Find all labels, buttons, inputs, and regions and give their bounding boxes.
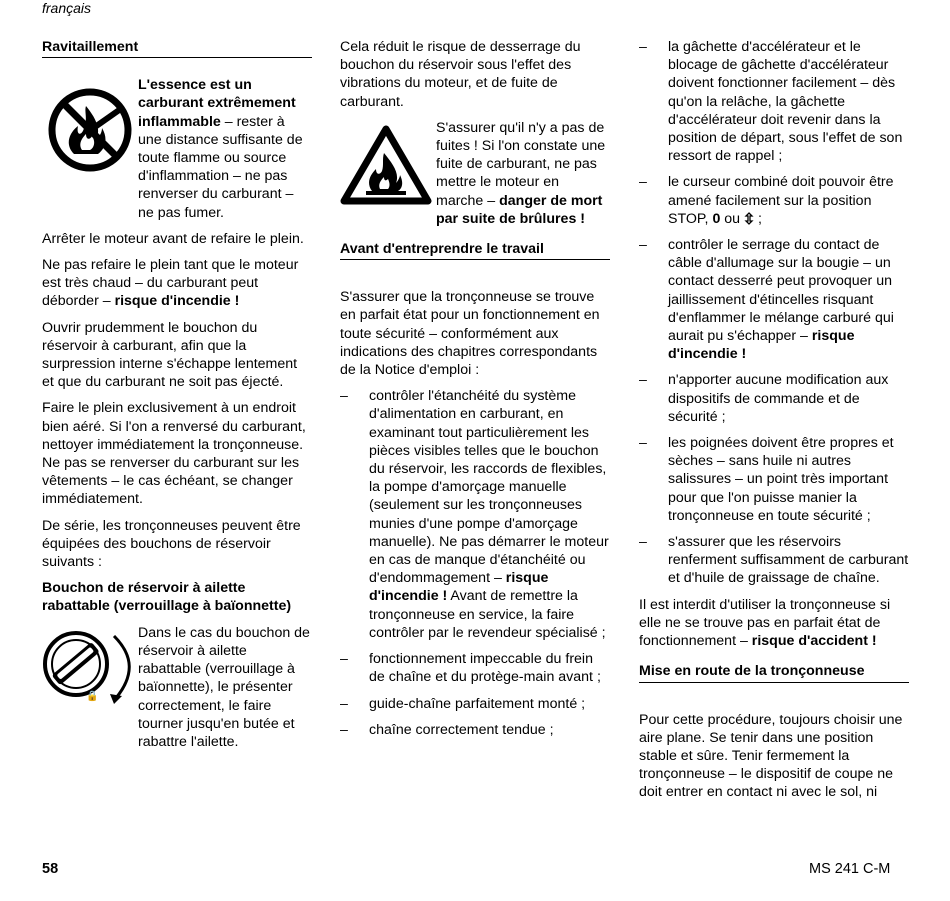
list-dash: – xyxy=(639,237,647,254)
page-number: 58 xyxy=(42,861,59,877)
leak-warning-body: S'assurer qu'il n'y a pas de fuites ! Si l'on constate une fuite de carburant, ne pas mettre le moteur en marche – xyxy=(436,119,606,209)
li-lever-or: ou xyxy=(720,210,744,227)
burn-danger-bold: danger de mort par suite de brûlures ! xyxy=(436,192,603,227)
section-title-before-work: Avant d'entreprendre le travail xyxy=(340,240,610,260)
para-check-condition: S'assurer que la tronçonneuse se trouve en parfait état pour un fonctionnement en toute sécurité – conformément aux indications des chapitres correspondants de la Notice d'emploi : xyxy=(340,289,600,379)
list-item-text: la gâchette d'accélérateur et le blocage de gâchette d'accélérateur doivent fonctionner facilement – dès qu'on la relâche, la gâchette d'accélérateur doit revenir dans la position de départ, sous l'effet de son ressort de rappel ; xyxy=(668,39,903,165)
list-item xyxy=(639,236,909,363)
section-title-refuel: Ravitaillement xyxy=(42,38,312,58)
list-item-text xyxy=(369,387,610,642)
para-cap-types: De série, les tronçonneuses peuvent être équipées des bouchons de réservoir suivants : xyxy=(42,517,301,571)
li-lever-text: le curseur combiné doit pouvoir être amené facilement sur la position xyxy=(668,174,894,209)
list-dash: – xyxy=(639,372,647,389)
lock-icon: 🔒 xyxy=(86,690,99,702)
list-item xyxy=(639,173,909,228)
para-forbidden-text: Il est interdit d'utiliser la tronçonneuse si elle ne se trouve pas en parfait état de fonctionnement – xyxy=(639,596,891,650)
accident-risk-bold: risque d'accident ! xyxy=(751,633,877,650)
list-item-text xyxy=(668,236,909,363)
tank-cap-icon xyxy=(42,624,134,708)
list-item-text: n'apporter aucune modification aux dispositifs de commande et de sécurité ; xyxy=(668,372,889,425)
li-spark-text: contrôler le serrage du contact de câble d'allumage sur la bougie – un contact desserré peut provoquer un jaillissement d'étincelles risquant d'enflammer le mélange carburé qui aurait pu s'échapper – xyxy=(668,237,894,345)
li-lever-sep: , xyxy=(704,210,713,227)
list-item xyxy=(639,434,909,525)
para-forbidden xyxy=(639,596,909,651)
list-dash: – xyxy=(639,435,647,452)
cap-instruction-text: Dans le cas du bouchon de réservoir à ailette rabattable (verrouillage à baïonnette), le présenter correctement, le faire tourner jusqu'en butée et rabattre l'ailette. xyxy=(138,624,310,750)
fire-warning-bold: L'essence est un carburant extrêmement inflammable xyxy=(138,77,296,130)
fire-warning xyxy=(42,76,312,222)
list-dash: – xyxy=(639,174,647,191)
list-item xyxy=(340,721,610,739)
list-dash: – xyxy=(340,721,348,738)
model-name: MS 241 C-M xyxy=(809,861,891,877)
li-fuel-check-end: Avant de remettre la tronçonneuse en service, la faire contrôler par le revendeur spécialisé ; xyxy=(369,588,606,641)
para-ventilated: Faire le plein exclusivement à un endroit bien aéré. Si l'on a renversé du carburant, nettoyer immédiatement la tronçonneuse. Ne pas se renverser du carburant sur les vêtements – le cas échéant, se changer immédiatement. xyxy=(42,400,306,508)
para-start-procedure: Pour cette procédure, toujours choisir une aire plane. Se tenir dans une position stable et sûre. Tenir fermement la tronçonneuse – le dispositif de coupe ne doit entrer en contact ni avec le sol, ni xyxy=(639,711,903,801)
para-open-cap: Ouvrir prudemment le bouchon du réservoir à carburant, afin que la surpression interne s'échappe lentement et que du carburant ne soit pas éjecté. xyxy=(42,319,298,391)
list-dash: – xyxy=(340,695,348,712)
list-item-text: fonctionnement impeccable du frein de chaîne et du protège-main avant ; xyxy=(369,651,601,686)
list-item-text: les poignées doivent être propres et sèches – sans huile ni autres salissures – un point très important pour que l'on puisse manier la tronçonneuse en toute sécurité ; xyxy=(668,435,894,524)
para-hot-engine xyxy=(42,256,312,311)
list-dash: – xyxy=(340,651,348,668)
fire-risk-bold: risque d'incendie ! xyxy=(369,570,549,605)
zero-label: 0 xyxy=(712,210,721,227)
leak-warning-text xyxy=(436,119,610,228)
no-fire-icon xyxy=(42,88,138,184)
para-vibration: Cela réduit le risque de desserrage du bouchon du réservoir sous l'effet des vibrations du moteur, et de fuite de carburant. xyxy=(340,39,581,110)
fire-risk-bold: risque d'incendie ! xyxy=(114,293,240,310)
para-hot-engine-text: Ne pas refaire le plein tant que le moteur est très chaud – du carburant peut déborder – xyxy=(42,257,299,310)
subheading-cap: Bouchon de réservoir à ailette rabattable (verrouillage à baïonnette) xyxy=(42,580,292,615)
list-dash: – xyxy=(639,39,647,55)
list-item-text: chaîne correctement tendue ; xyxy=(369,721,554,738)
para-stop-engine: Arrêter le moteur avant de refaire le plein. xyxy=(42,230,304,247)
list-item-text xyxy=(668,173,909,228)
section-title-start: Mise en route de la tronçonneuse xyxy=(639,662,909,682)
list-dash: – xyxy=(340,388,348,405)
li-lever-end: ; xyxy=(754,210,762,227)
fire-risk-bold: risque d'incendie ! xyxy=(668,328,855,363)
list-item xyxy=(639,38,909,165)
fire-warning-rest: – rester à une distance suffisante de toute flamme ou source d'inflammation – ne pas renverser du carburant – ne pas fumer. xyxy=(138,113,303,221)
column-2 xyxy=(340,38,610,747)
language-header: français xyxy=(42,0,92,16)
column-1 xyxy=(42,38,312,751)
list-dash: – xyxy=(639,534,647,551)
fire-warning-text xyxy=(138,76,312,222)
leak-warning xyxy=(340,119,610,228)
li-fuel-check: contrôler l'étanchéité du système d'alimentation en carburant, en examinant tout particulièrement les pièces visibles telles que le bouchon du réservoir, les raccords de flexibles, la pompe d'amorçage manuelle (seulement sur les tronçonneuses munies d'une pompe d'amorçage manuelle). Ne pas démarrer le moteur en cas de manque d'étanchéité ou d'endommagement – xyxy=(369,388,609,587)
list-item xyxy=(340,695,610,713)
cap-instruction xyxy=(42,624,312,751)
stop-label: STOP xyxy=(668,210,705,227)
list-item-text: guide-chaîne parfaitement monté ; xyxy=(369,695,586,712)
list-item xyxy=(340,387,610,642)
list-item-text: s'assurer que les réservoirs renferment suffisamment de carburant et d'huile de graissage de chaîne. xyxy=(668,534,909,587)
flammable-warning-icon xyxy=(340,125,432,205)
choke-icon xyxy=(744,212,754,225)
list-item xyxy=(639,533,909,588)
column-3 xyxy=(639,38,909,810)
list-item xyxy=(340,650,610,686)
list-item xyxy=(639,371,909,426)
